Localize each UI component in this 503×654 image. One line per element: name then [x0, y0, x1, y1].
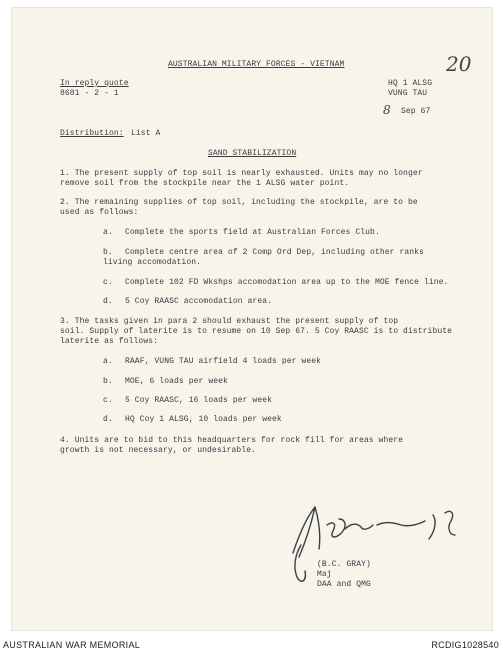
- para-3-item-letter: b.: [103, 377, 113, 386]
- hq-place: VUNG TAU: [388, 89, 428, 98]
- document-title: SAND STABILIZATION: [208, 149, 297, 158]
- para-3-item-text: HQ Coy 1 ALSG, 10 loads per week: [125, 415, 282, 424]
- para-4-line-1: 4. Units are to bid to this headquarters for rock fill for areas where: [60, 436, 404, 445]
- para-3-item-text: 5 Coy RAASC, 16 loads per week: [125, 396, 273, 405]
- handwritten-signature: [285, 495, 475, 595]
- para-1-line-1: 1. The present supply of top soil is nearly exhausted. Units may no longer: [60, 169, 423, 178]
- para-3-item-text: RAAF, VUNG TAU airfield 4 loads per week: [125, 357, 322, 366]
- para-2-item-text: Complete 102 FD Wkshps accomodation area up to the MOE fence line.: [125, 278, 449, 287]
- distribution-label: Distribution:: [60, 129, 124, 138]
- reply-quote-ref: 8681 - 2 - 1: [60, 89, 119, 98]
- para-2-item-letter: d.: [103, 297, 113, 306]
- para-3-item-letter: d.: [103, 415, 113, 424]
- para-2-item-text: 5 Coy RAASC accomodation area.: [125, 297, 273, 306]
- para-2-item-letter: a.: [103, 228, 113, 237]
- footer-source: AUSTRALIAN WAR MEMORIAL: [3, 640, 141, 650]
- para-3-line-2: soil. Supply of laterite is to resume on 10 Sep 67. 5 Coy RAASC is to distribute: [60, 327, 453, 336]
- footer-id: RCDIG1028540: [431, 640, 499, 650]
- para-2-item-text-continued: living accomodation.: [103, 258, 202, 267]
- signatory-name: (B.C. GRAY): [317, 560, 371, 569]
- para-3-line-3: laterite as follows:: [60, 337, 159, 346]
- hq-unit: HQ 1 ALSG: [388, 79, 433, 88]
- para-2-line-2: used as follows:: [60, 208, 139, 217]
- document-heading: AUSTRALIAN MILITARY FORCES - VIETNAM: [168, 60, 345, 69]
- para-2-item-letter: c.: [103, 278, 113, 287]
- reply-quote-label: In reply quote: [60, 79, 129, 88]
- para-2-item-text: Complete centre area of 2 Comp Ord Dep, including other ranks: [125, 248, 424, 257]
- para-2-item-letter: b.: [103, 248, 113, 257]
- date-day-handwritten: 8: [383, 103, 391, 117]
- para-2-item-text: Complete the sports field at Australian Forces Club.: [125, 228, 380, 237]
- para-2-line-1: 2. The remaining supplies of top soil, including the stockpile, are to be: [60, 198, 418, 207]
- signatory-rank: Maj: [317, 570, 332, 579]
- para-3-item-text: MOE, 6 loads per week: [125, 377, 228, 386]
- distribution-value: List A: [131, 129, 161, 138]
- page-number-mark: 20: [446, 52, 472, 76]
- para-3-item-letter: a.: [103, 357, 113, 366]
- para-3-item-letter: c.: [103, 396, 113, 405]
- para-3-line-1: 3. The tasks given in para 2 should exhaust the present supply of top: [60, 317, 399, 326]
- para-4-line-2: growth is not necessary, or undesirable.: [60, 446, 257, 455]
- date-month-year: Sep 67: [401, 107, 431, 116]
- para-1-line-2: remove soil from the stockpile near the 1 ALSG water point.: [60, 179, 350, 188]
- signatory-role: DAA and QMG: [317, 580, 371, 589]
